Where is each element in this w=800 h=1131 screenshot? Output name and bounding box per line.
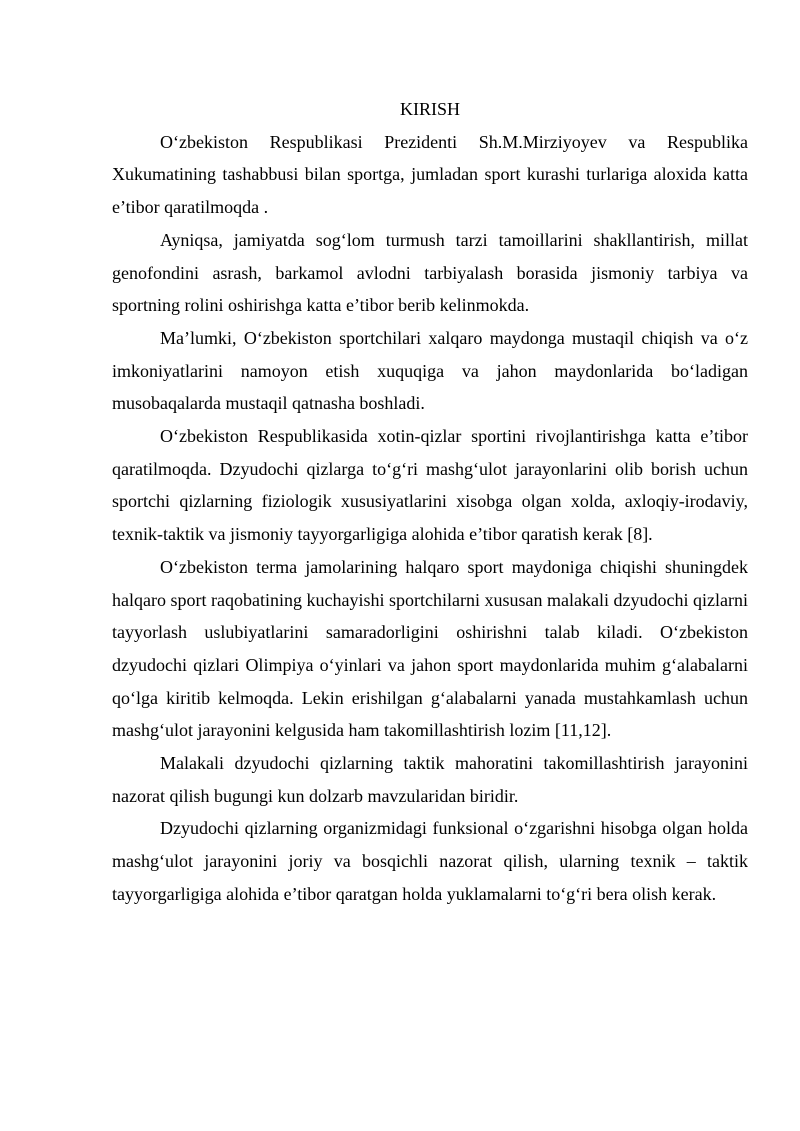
section-title: KIRISH — [399, 99, 460, 119]
paragraph-1: O‘zbekiston Respublikasi Prezidenti Sh.M.Mirziyoyev va Respublika Xukumatining tashabbusi bilan sportga, jumladan sport kurashi turlariga aloxida katta e’tibor qaratilmoqda . — [112, 131, 748, 218]
paragraph-5: O‘zbekiston terma jamolarining halqaro sport maydoniga chiqishi shuningdek halqaro sport raqobatining kuchayishi sportchilarni xususan malakali dzyudochi qizlarni tayyorlash uslubiyatlarini samaradorligini oshirishni talab kiladi. O‘zbekiston dzyudochi qizlari Olimpiya o‘yinlari va jahon sport maydonlarida muhim g‘alabalarni qo‘lga kiritib kelmoqda. Lekin erishilgan g‘alabalarni yanada mustahkamlash uchun mashg‘ulot jarayonini kelgusida ham takomillashtirish lozim [11,12]. — [112, 556, 748, 741]
paragraph-3: Ma’lumki, O‘zbekiston sportchilari xalqaro maydonga mustaqil chiqish va o‘z imkoniyatlarini namoyon etish xuquqiga va jahon maydonlarida bo‘ladigan musobaqalarda mustaqil qatnasha boshladi. — [112, 327, 748, 414]
paragraph-7: Dzyudochi qizlarning organizmidagi funksional o‘zgarishni hisobga olgan holda mashg‘ulot jarayonini joriy va bosqichli nazorat qilish, ularning texnik – taktik tayyorgarligiga alohida e’tibor qaratgan holda yuklamalarni to‘g‘ri bera olish kerak. — [112, 818, 748, 904]
document-body — [112, 93, 748, 911]
paragraph-4: O‘zbekiston Respublikasida xotin-qizlar sportini rivojlantirishga katta e’tibor qaratilmoqda. Dzyudochi qizlarga to‘g‘ri mashg‘ulot jarayonlarini olib borish uchun sportchi qizlarning fiziologik xususiyatlarini xisobga olgan xolda, axloqiy-irodaviy, texnik-taktik va jismoniy tayyorgarligiga alohida e’tibor qaratish kerak [8]. — [112, 426, 748, 545]
paragraph-2: Ayniqsa, jamiyatda sog‘lom turmush tarzi tamoillarini shakllantirish, millat genofondini asrash, barkamol avlodni tarbiyalash borasida jismoniy tarbiya va sportning rolini oshirishga katta e’tibor berib kelinmokda. — [112, 229, 748, 316]
paragraph-6: Malakali dzyudochi qizlarning taktik mahoratini takomillashtirish jarayonini nazorat qilish bugungi kun dolzarb mavzularidan biridir. — [112, 753, 748, 806]
